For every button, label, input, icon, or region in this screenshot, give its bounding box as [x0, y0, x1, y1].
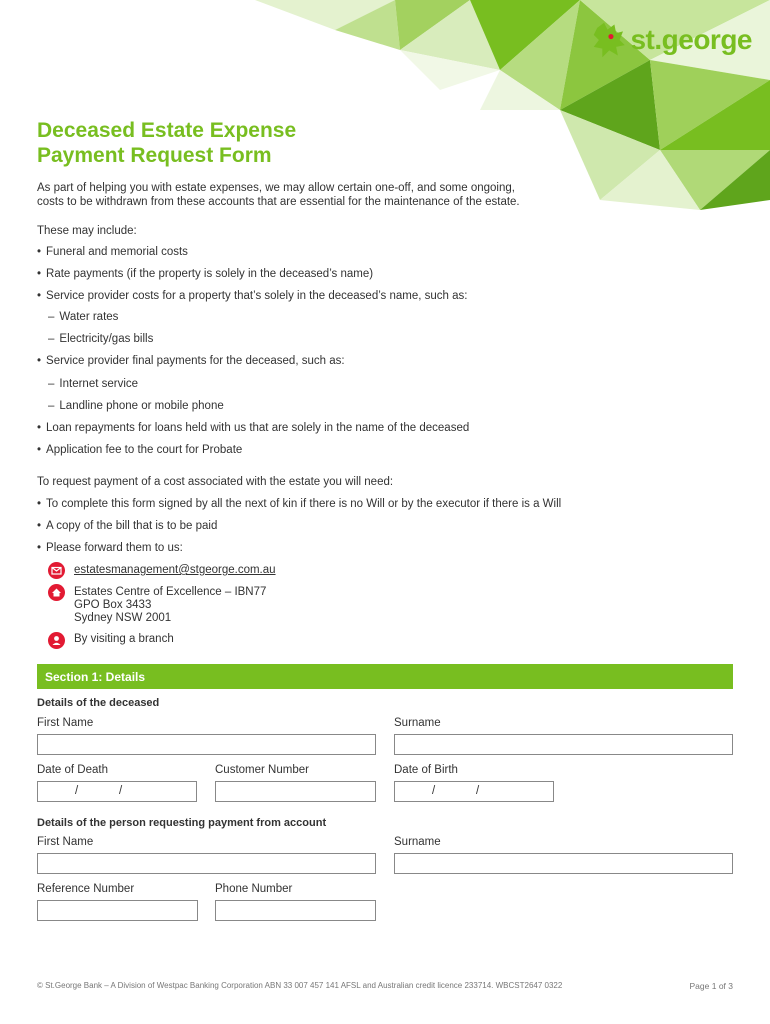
- page-number: Page 1 of 3: [689, 981, 733, 991]
- list-item-provider: • Service provider costs for a property that’s solely in the deceased’s name, such as:: [37, 289, 468, 304]
- deceased-heading: Details of the deceased: [37, 697, 160, 709]
- include-heading: These may include:: [37, 225, 137, 237]
- email-link[interactable]: estatesmanagement@stgeorge.com.au: [74, 564, 276, 576]
- list-item-probate: • Application fee to the court for Probate: [37, 443, 242, 458]
- sub-item-electricity: – Electricity/gas bills: [48, 332, 153, 347]
- date-of-death-input[interactable]: / /: [37, 781, 197, 802]
- postal-address: Estates Centre of Excellence – IBN77 GPO Box 3433 Sydney NSW 2001: [74, 586, 267, 624]
- surname-label: Surname: [394, 717, 441, 729]
- sub-item-internet: – Internet service: [48, 377, 138, 392]
- deceased-first-name-input[interactable]: [37, 734, 376, 755]
- sub-item-water: – Water rates: [48, 310, 118, 325]
- home-icon: [48, 584, 65, 601]
- sub-item-landline: – Landline phone or mobile phone: [48, 399, 224, 414]
- date-of-death-label: Date of Death: [37, 764, 108, 776]
- section-title: Section 1: Details: [45, 670, 146, 684]
- reference-number-label: Reference Number: [37, 883, 135, 895]
- intro-line-1: As part of helping you with estate expenses, we may allow certain one-off, and some ongoing,: [37, 182, 515, 194]
- list-item-rate: • Rate payments (if the property is solely in the deceased’s name): [37, 267, 373, 282]
- first-name-label: First Name: [37, 717, 94, 729]
- customer-number-label: Customer Number: [215, 764, 309, 776]
- page-title: Deceased Estate Expense Payment Request Form: [37, 119, 297, 167]
- list-item-funeral: • Funeral and memorial costs: [37, 245, 188, 260]
- phone-number-label: Phone Number: [215, 883, 293, 895]
- date-of-birth-label: Date of Birth: [394, 764, 458, 776]
- deceased-surname-input[interactable]: [394, 734, 733, 755]
- branch-text: By visiting a branch: [74, 633, 174, 645]
- list-item-final: • Service provider final payments for the deceased, such as:: [37, 354, 345, 369]
- st-george-logo: [592, 16, 752, 64]
- list-item-sign: • To complete this form signed by all the next of kin if there is no Will or by the executor if there is a Will: [37, 497, 561, 512]
- requester-heading: Details of the person requesting payment from account: [37, 817, 327, 829]
- requester-first-name-label: First Name: [37, 836, 94, 848]
- list-item-copy: • A copy of the bill that is to be paid: [37, 519, 217, 534]
- phone-number-input[interactable]: [215, 900, 376, 921]
- requester-surname-input[interactable]: [394, 853, 733, 874]
- requester-first-name-input[interactable]: [37, 853, 376, 874]
- brand-name: st.george: [630, 24, 752, 55]
- footer-legal: © St.George Bank – A Division of Westpac Banking Corporation ABN 33 007 457 141 AFSL and Australian credit licence 233714. WBCST2647 0322: [37, 981, 563, 990]
- list-item-loan: • Loan repayments for loans held with us that are solely in the name of the deceased: [37, 421, 469, 436]
- reference-number-input[interactable]: [37, 900, 198, 921]
- list-item-forward: • Please forward them to us:: [37, 541, 183, 556]
- requester-surname-label: Surname: [394, 836, 441, 848]
- mail-icon: [48, 562, 65, 579]
- request-heading: To request payment of a cost associated with the estate you will need:: [37, 476, 394, 488]
- dragon-icon: [592, 18, 626, 62]
- customer-number-input[interactable]: [215, 781, 376, 802]
- date-of-birth-input[interactable]: / /: [394, 781, 554, 802]
- intro-line-2: costs to be withdrawn from these accounts that are essential for the maintenance of the estate.: [37, 196, 520, 208]
- section-1-header: [37, 664, 733, 689]
- person-icon: [48, 632, 65, 649]
